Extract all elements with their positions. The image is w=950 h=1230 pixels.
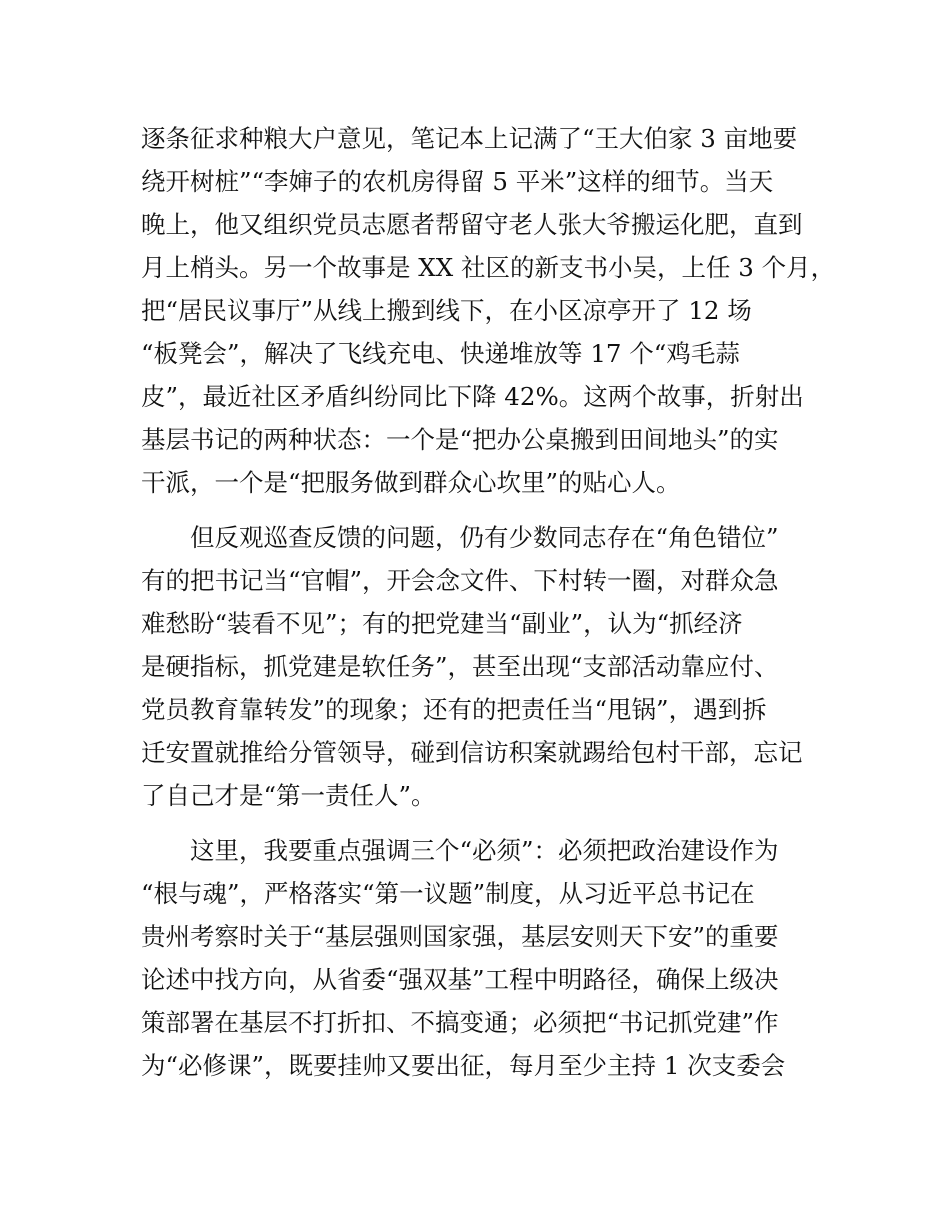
- paragraph-3-line-6: 为“必修课”，既要挂帅又要出征，每月至少主持 1 次支委会: [141, 1051, 786, 1080]
- paragraph-2-line-6: 迁安置就推给分管领导，碰到信访积案就踢给包村干部，忘记: [141, 738, 803, 767]
- paragraph-1-line-8: 基层书记的两种状态：一个是“把办公桌搬到田间地头”的实: [141, 425, 779, 454]
- paragraph-1-line-2: 绕开树桩”“李婶子的农机房得留 5 平米”这样的细节。当天: [141, 167, 774, 196]
- paragraph-1-line-9: 干派，一个是“把服务做到群众心坎里”的贴心人。: [141, 468, 681, 497]
- paragraph-1-line-4: 月上梢头。另一个故事是 XX 社区的新支书小吴，上任 3 个月，: [141, 253, 836, 282]
- paragraph-1-line-5: 把“居民议事厅”从线上搬到线下，在小区凉亭开了 12 场: [141, 296, 752, 325]
- paragraph-2-line-5: 党员教育靠转发”的现象；还有的把责任当“甩锅”，遇到拆: [141, 695, 767, 724]
- paragraph-3-line-3: 贵州考察时关于“基层强则国家强，基层安则天下安”的重要: [141, 922, 779, 951]
- paragraph-1-line-3: 晚上，他又组织党员志愿者帮留守老人张大爷搬运化肥，直到: [141, 210, 803, 239]
- paragraph-3-line-2: “根与魂”，严格落实“第一议题”制度，从习近平总书记在: [141, 879, 755, 908]
- paragraph-1-line-7: 皮”，最近社区矛盾纠纷同比下降 42%。这两个故事，折射出: [141, 382, 804, 411]
- paragraph-3-line-1: 这里，我要重点强调三个“必须”：必须把政治建设作为: [190, 836, 779, 865]
- paragraph-2-line-2: 有的把书记当“官帽”，开会念文件、下村转一圈，对群众急: [141, 566, 779, 595]
- paragraph-3-line-5: 策部署在基层不打折扣、不搞变通；必须把“书记抓党建”作: [141, 1008, 779, 1037]
- paragraph-2-line-1: 但反观巡查反馈的问题，仍有少数同志存在“角色错位”: [190, 523, 779, 552]
- paragraph-3-line-4: 论述中找方向，从省委“强双基”工程中明路径，确保上级决: [141, 965, 779, 994]
- paragraph-2-line-7: 了自己才是“第一责任人”。: [141, 781, 436, 810]
- paragraph-1-line-1: 逐条征求种粮大户意见，笔记本上记满了“王大伯家 3 亩地要: [141, 124, 798, 153]
- paragraph-1-line-6: “板凳会”，解决了飞线充电、快递堆放等 17 个“鸡毛蒜: [141, 339, 740, 368]
- paragraph-2-line-3: 难愁盼“装看不见”；有的把党建当“副业”，认为“抓经济: [141, 609, 743, 638]
- paragraph-2-line-4: 是硬指标，抓党建是软任务”，甚至出现“支部活动靠应付、: [141, 652, 779, 681]
